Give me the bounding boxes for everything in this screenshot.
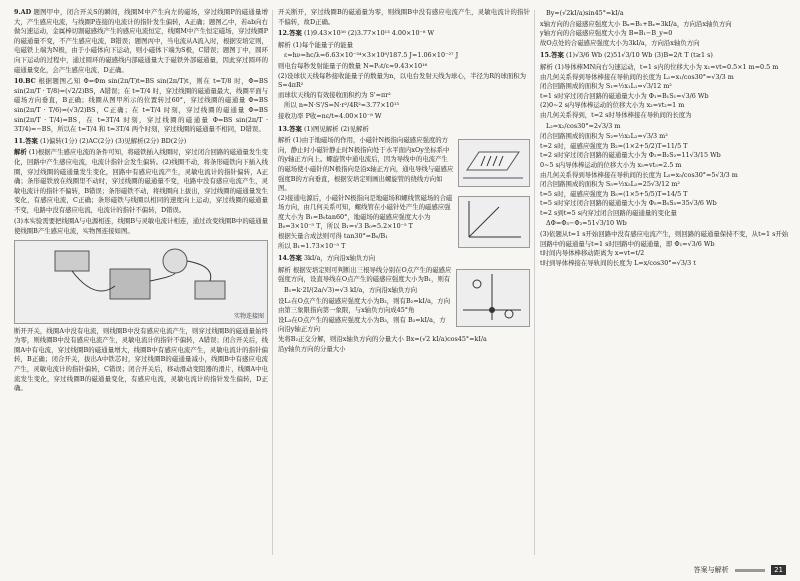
solenoid-illustration: [459, 140, 527, 184]
q9-solution: 9.AD 题图甲中，闭合开关S的瞬间，线圈M中产生向左的磁场，穿过线圈P的磁通量增大，产生感应电流，与线圈P连接的电流计的指针发生偏转，A正确；题图乙中，若ab向右做匀速运动，金属棒切割磁感线产生的感应电流恒定，线圈M中产生恒定磁场，穿过线圈P的磁通量不变，不产生感应电流，B错误；题图丙中，当电流从A流入时，根据安培定则，电磁铁上端为N极，由于小磁体向下运动，则小磁体下端为S极，C错误；题图丁中，圆环向下运动的过程中，通过圆环的磁感线内部磁通量大于磁铁外部磁通量，因此穿过圆环的磁通量变化，会产生感应电流，D正确。: [14, 8, 268, 74]
q14-solution: 解析 根据安培定则可判断出三根导线分别在O点产生的磁感应强度方向，设直导线在O点产生的磁感应强度大小为B₁，则有 B₁=k·2I/(2a/√3)=√3 kI/a，方向沿x轴负方向 设L₁在O点产生的磁感应强度大小为B₂，则有B₂=kI/a，方向由第三象限指向第一象限，与x轴负方向成45°角 设L₃在O点产生的磁感应强度大小为B₃，则有 B₃=kI/a，方向沿y轴正方向 先将B₂正交分解，则沿x轴负方向的分量大小 Bx=(√2 kI/a)cos45°=kI/a 沿y轴负方向的分量大小: [278, 266, 530, 354]
q11-analysis-3: (3)本实验需要把线圈A与电源相连，线圈B与灵敏电流计相连，通过改变线圈B中的磁通量使线圈B产生感应电流，实物图连接如图。: [14, 217, 268, 236]
q14-answer: 14.答案 3kI/a，方向沿x轴负方向: [278, 254, 376, 263]
vector-figure: [458, 196, 530, 248]
q10-solution: 10.BC 根据题图乙知 Φ=Φm sin(2π/T)t=BS sin(2π/T)t，则在 t=T/8 时，Φ=BS sin(2π/T · T/8)=(√2/2)BS，A错误；在 t=T/4 时，穿过线圈的磁通量最大，线圈平面与磁场方向垂直，B正确；线圈从图甲所示的位置转过60°，穿过线圈的磁通量 Φ=BS sin(2π/T · T/6)=(√3/2)BS，C正确；在 t=T/4 时刻，穿过线圈的磁通量 Φ=BS sin(2π/T · T/4)=BS，在 t=3T/4 时刻，穿过线圈的磁通量 Φ=BS sin(2π/T · 3T/4)=−BS，所以在 t=T/4 和 t=3T/4 两个时刻，穿过线圈的磁通量不相同，D错误。: [14, 77, 268, 134]
column-right: [540, 8, 790, 268]
footer-bar: [735, 569, 765, 572]
q13-solution: 解析 (1)由于地磁场的作用，小磁针N极指向磁感应强度的方向，静止时小磁针静止时N极指向处于水平面内xOy坐标系中的y轴正方向上。螺旋管中通电流后，因为导线中的电流产生的磁场使小磁针的N极指向是沿x轴正方向，通电导线与磁感应强度B的方向垂直，根据安培定则画出螺旋管的绕线方向如图。 (2)接通电源后，小磁针N极指向是地磁场和螺线管磁场的合磁场方向，由几何关系可知，螺线管在小磁针处产生的磁感应强度大小为 B₁=B₀tan60°，地磁场的磁感应强度大小为B₀=3×10⁻⁵ T，所以 B₁=√3 B₀≈5.2×10⁻⁵ T 根据矢量合成法则可得 tan30°=B₀/B₁ 所以 B₁=1.73×10⁻⁵ T: [278, 136, 530, 251]
column-middle: [278, 8, 530, 354]
wire-diagram: [457, 270, 527, 324]
q11-analysis: 解析 (1)根据产生感应电流的条件可知，将磁铁插入线圈时，穿过闭合回路的磁通量发生变化，回路中产生感应电流，电流计指针会发生偏转。(2)线圈不动，将条形磁铁向下插入线圈，穿过线圈的磁通量发生变化，回路中有感应电流产生，灵敏电流计的指针偏转，A正确；条形磁铁放在线圈里不动时，穿过线圈的磁通量不变，电路中没有感应电流产生，灵敏电流计的指针不偏转，B错误；条形磁铁不动，将线圈向上拔出，穿过线圈的磁通量发生变化，有感应电流，C正确；条形磁铁与线圈以相同的速度向上运动，穿过线圈的磁通量不变，电路中没有感应电流，电流计的指针不偏转，D错误。: [14, 148, 269, 214]
solenoid-figure: [458, 139, 530, 187]
q11-conclusion: 开关断开，穿过线圈B的磁通量为零，则线圈B中没有感应电流产生，灵敏电流计的指针不偏转，故D正确。: [278, 8, 530, 26]
column-left: [14, 8, 268, 396]
q13-answer: 13.答案 (1)图见解析 (2)见解析: [278, 124, 369, 133]
circuit-figure: 实物连接图: [14, 240, 268, 324]
wire-figure: [456, 269, 530, 327]
page-number: 21: [771, 565, 786, 575]
q12-solution: 解析 (1)每个能量子的能量 ε=hν=hc/λ=6.63×10⁻³⁴×3×10⁸/187.5 J=1.06×10⁻²⁷ J 则电台每秒发射能量子的数量 N=P₀t/ε≈9.43×10¹⁶ (2)设球状天线每秒接收能量子的数量为n，以电台发射天线为球心，半径为R的球面积为 S=4πR² 而球状天线的有效接收面积约为 S'=πr² 所以 n=N·S'/S=N·r²/4R²≈3.77×10¹³ 接收功率 P收=nε/t≈4.00×10⁻⁸ W: [278, 40, 527, 120]
circuit-illustration: [15, 241, 267, 321]
q15-solution: 解析 (1)导体棒MN向右匀速运动，t=1 s内的位移大小为 x₁=vt=0.5×1 m=0.5 m 由几何关系得到导体棒接在导轨间的长度为 L₁=x₁/cos30°=√3/3 m 闭合回路围成的面积为 S₁=½x₁L₁=√3/12 m² t=1 s时穿过闭合回路的磁通量大小为 Φ₁=B₁S₁=√3/6 Wb (2)0~2 s内导体棒运动的位移大小为 x₂=vt₂=1 m 由几何关系得到，t=2 s时导体棒接在导轨间的长度为 L₂=x₂/cos30°=2√3/3 m 闭合回路围成的面积为 S₂=½x₂L₂=√3/3 m² t=2 s时，磁感应强度为 B₂=(1×2+5/2)T=11/5 T t=2 s时穿过闭合回路的磁通量大小为 Φ₂=B₂S₂=11√3/15 Wb 0~5 s内导体棒运动的位移大小为 x₅=vt₅=2.5 m 由几何关系得到导体棒接在导轨间的长度为 L₅=x₅/cos30°=5√3/3 m 闭合回路围成的面积为 S₅=½x₅L₅=25√3/12 m² t=5 s时，磁感应强度为 B₅=(1×5+5/5)T=14/5 T t=5 s时穿过闭合回路的磁通量大小为 Φ₅=B₅S₅=35√3/6 Wb t=2 s到t=5 s内穿过闭合回路的磁通量的变化量 ΔΦ=Φ₅−Φ₂=51√3/10 Wb (3)依题从t=1 s开始回路中没有感应电流产生，则回路的磁通量保持不变，从t=1 s开始回路中的磁通量与t=1 s时回路中的磁通量，即 Φ₁=√3/6 Wb t时间内导体棒移动距离为 x=vt=t/2 t时到导体棒接在导轨间的长度为 L=x/cos30°=√3/3 t: [540, 62, 789, 267]
column-divider: [272, 10, 273, 555]
page-footer: [694, 565, 786, 575]
column-divider: [534, 10, 535, 555]
q14-solution-cont: By=(√2kI/a)sin45°=kI/a x轴方向的合磁感应强度大小 Bₓ=B₁+Bₓ=3kI/a，方向沿x轴负方向 y轴方向的合磁感应强度大小为 B=B₁−B_y=0 故O点处的合磁感应强度大小为3kI/a，方向沿x轴负方向: [540, 9, 732, 47]
q11-answer: 11.答案 (1)偏转(1分) (2)AC(2分) (3)见解析(2分) BD(2分): [14, 136, 187, 145]
q15-answer: 15.答案 (1)√3/6 Wb (2)51√3/10 Wb (3)B=2/t T (t≥1 s): [540, 51, 713, 60]
q11-analysis-cont: 断开开关，线圈A中没有电流，则线圈B中没有感应电流产生，则穿过线圈B的磁通量始终为零，则线圈B中没有感应电流产生，灵敏电流计的指针不偏转，A错误；闭合开关后，线圈A中有电流，穿过线圈B的磁通量增大，线圈B中有感应电流产生，灵敏电流计的指针偏转，B正确；闭合开关，拔出A中铁芯时，穿过线圈B的磁通量减小，线圈B中有感应电流产生，灵敏电流计的指针偏转，C错误；闭合开关后，移动滑动变阻器的滑片，线圈A中电流发生变化，穿过线圈B的磁通量变化，有感应电流，灵敏电流计的指针发生偏转，D正确。: [14, 326, 268, 393]
footer-label: 答案与解析: [693, 566, 729, 574]
q12-answer: 12.答案 (1)9.43×10¹⁶ (2)3.77×10¹³ 4.00×10⁻⁸ W: [278, 29, 435, 38]
vector-diagram: [459, 197, 527, 245]
